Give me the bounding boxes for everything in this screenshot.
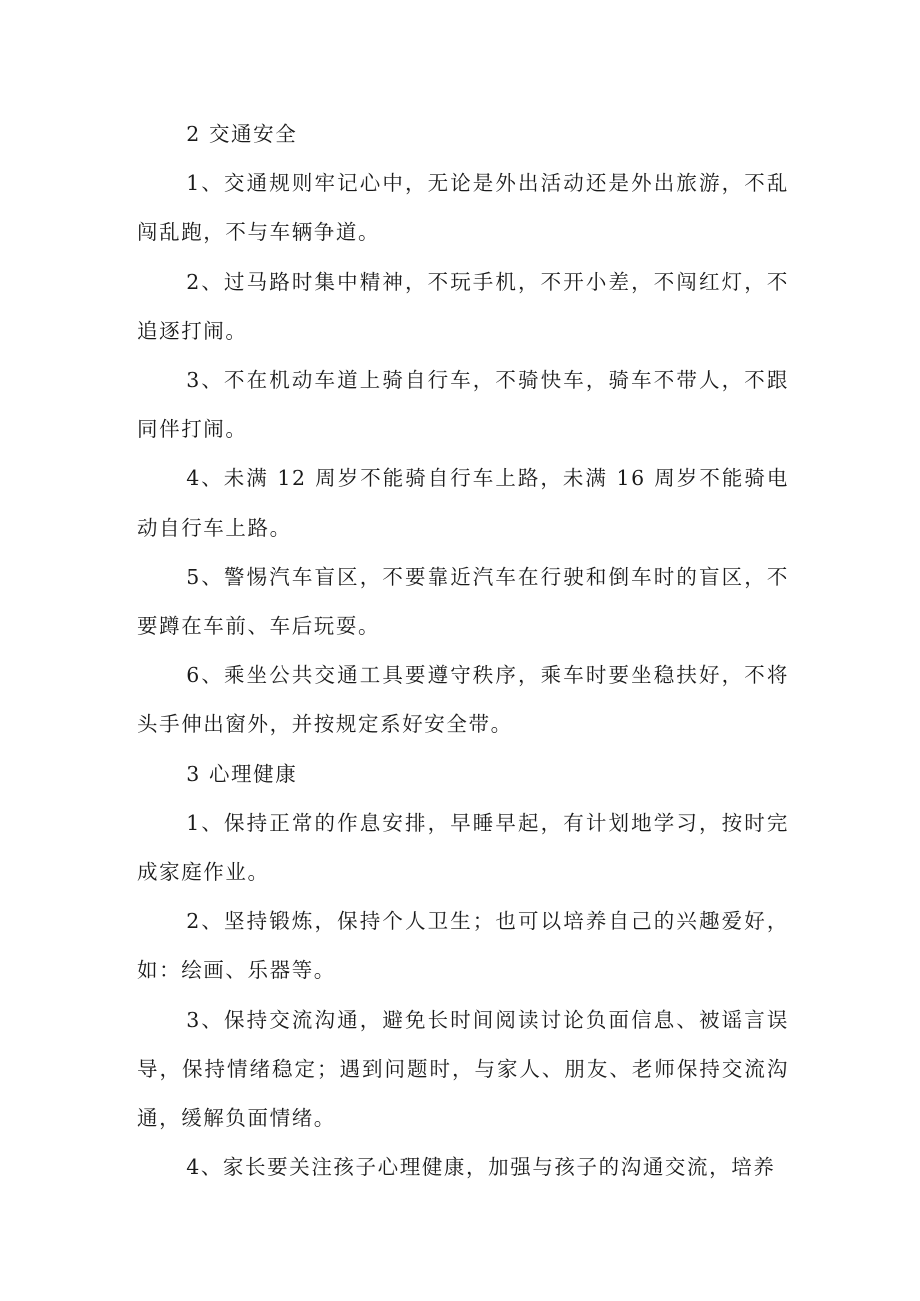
mental-item-3: 3、保持交流沟通，避免长时间阅读讨论负面信息、被谣言误导，保持情绪稳定；遇到问题时，与家人、朋友、老师保持交流沟通，缓解负面情绪。 <box>137 1007 789 1131</box>
traffic-item-2: 2、过马路时集中精神，不玩手机，不开小差，不闯红灯，不追逐打闹。 <box>137 269 789 343</box>
section-heading-traffic-safety: 2 交通安全 <box>186 122 298 146</box>
mental-item-4: 4、家长要关注孩子心理健康，加强与孩子的沟通交流，培养 <box>186 1155 776 1180</box>
traffic-item-4: 4、未满 12 周岁不能骑自行车上路，未满 16 周岁不能骑电动自行车上路。 <box>137 466 789 540</box>
mental-item-2: 2、坚持锻炼，保持个人卫生；也可以培养自己的兴趣爱好，如：绘画、乐器等。 <box>137 909 789 983</box>
section-heading-mental-health: 3 心理健康 <box>186 761 298 786</box>
traffic-item-6: 6、乘坐公共交通工具要遵守秩序，乘车时要坐稳扶好，不将头手伸出窗外，并按规定系好安全带。 <box>137 663 789 737</box>
traffic-item-5: 5、警惕汽车盲区，不要靠近汽车在行驶和倒车时的盲区，不要蹲在车前、车后玩耍。 <box>137 564 789 639</box>
document-body <box>137 110 789 1192</box>
traffic-item-1: 1、交通规则牢记心中，无论是外出活动还是外出旅游，不乱闯乱跑，不与车辆争道。 <box>137 171 789 245</box>
mental-item-1: 1、保持正常的作息安排，早睡早起，有计划地学习，按时完成家庭作业。 <box>137 810 789 885</box>
traffic-item-3: 3、不在机动车道上骑自行车，不骑快车，骑车不带人，不跟同伴打闹。 <box>137 368 789 442</box>
